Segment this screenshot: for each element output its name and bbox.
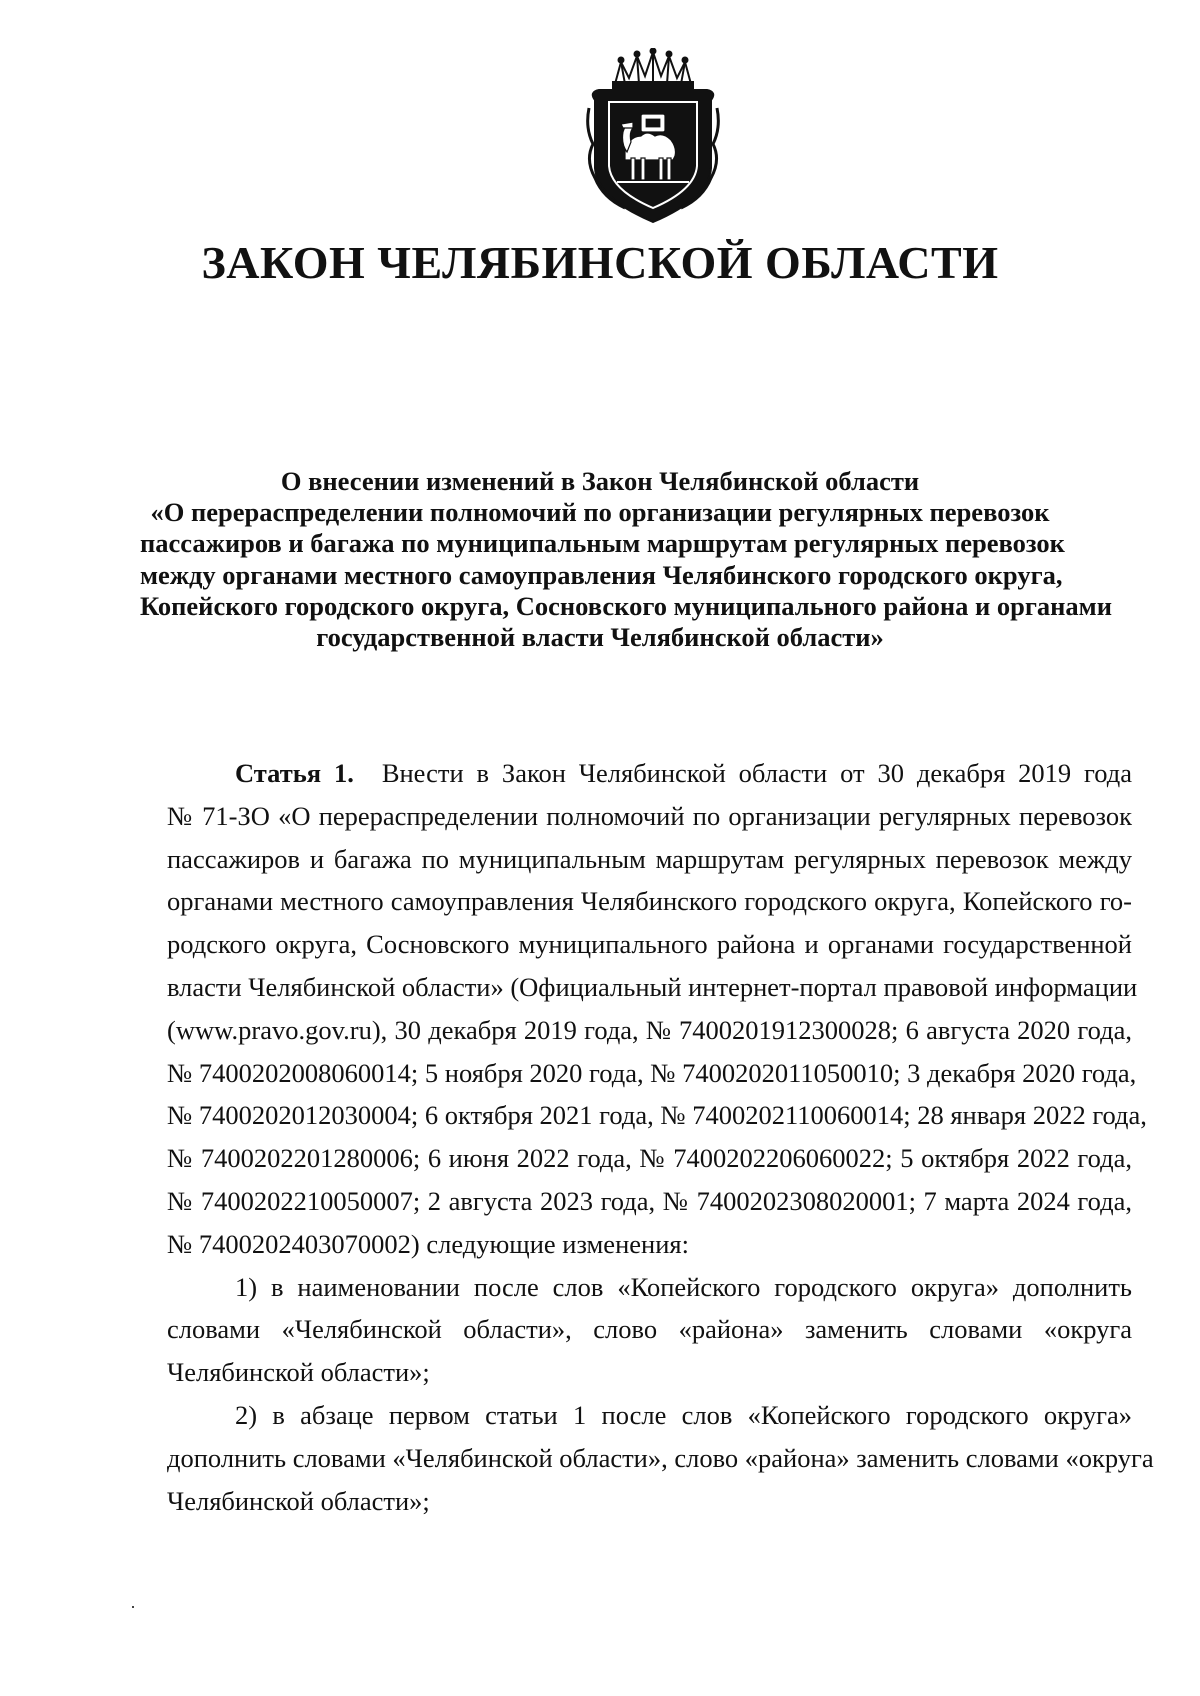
amendment-item-line: Челябинской области»; [167, 1485, 430, 1516]
article-text: Внести в Закон Челябинской области от 30 декабря 2019 года [381, 758, 1132, 788]
article-label: Статья 1. [235, 758, 354, 788]
subject-line: государственной власти Челябинской области» [316, 622, 884, 653]
article-text-line: (www.pravo.gov.ru), 30 декабря 2019 года, № 7400201912300028; 6 августа 2020 года, [167, 1014, 1132, 1045]
article-text-line: № 7400202403070002) следующие изменения: [167, 1228, 689, 1259]
article-text-line: № 7400202012030004; 6 октября 2021 года, № 7400202110060014; 28 января 2022 года, [167, 1100, 1147, 1131]
scan-speck [132, 1606, 134, 1608]
subject-line: О внесении изменений в Закон Челябинской области [280, 466, 920, 496]
article-text-line: № 7400202210050007; 2 августа 2023 года, № 7400202308020001; 7 марта 2024 года, [167, 1185, 1132, 1216]
amendment-item-1: 1) в наименовании после слов «Копейского городского округа» дополнить [235, 1271, 1132, 1302]
amendment-item-line: Челябинской области»; [167, 1357, 430, 1388]
article-text-line: органами местного самоуправления Челябинского городского округа, Копейского го- [167, 886, 1132, 917]
article-text-line: власти Челябинской области» (Официальный интернет-портал правовой информации [167, 971, 1138, 1002]
article-text-line: пассажиров и багажа по муниципальным маршрутам регулярных перевозок между [167, 843, 1132, 874]
subject-line: пассажиров и багажа по муниципальным маршрутам регулярных перевозок [140, 528, 1065, 559]
subject-line: между органами местного самоуправления Челябинского городского округа, [140, 559, 1063, 590]
article-text-line: № 7400202201280006; 6 июня 2022 года, № 7400202206060022; 5 октября 2022 года, [167, 1143, 1132, 1174]
law-title: ЗАКОН ЧЕЛЯБИНСКОЙ ОБЛАСТИ [201, 237, 999, 288]
amendment-item-line: словами «Челябинской области», слово «района» заменить словами «округа [167, 1314, 1132, 1345]
article-text-line: родского округа, Сосновского муниципального района и органами государственной [167, 929, 1132, 960]
amendment-item-2: 2) в абзаце первом статьи 1 после слов «Копейского городского округа» [235, 1399, 1132, 1430]
article-first-line [167, 752, 1132, 795]
article-text-line: № 7400202008060014; 5 ноября 2020 года, № 7400202011050010; 3 декабря 2020 года, [167, 1057, 1137, 1088]
amendment-item-line: дополнить словами «Челябинской области», слово «района» заменить словами «округа [167, 1442, 1154, 1473]
subject-line: Копейского городского округа, Сосновского муниципального района и органами [140, 590, 1112, 621]
chelyabinsk-coat-of-arms-icon [585, 48, 721, 226]
article-text-line: № 71-ЗО «О перераспределении полномочий по организации регулярных перевозок [167, 800, 1132, 831]
crown-icon [613, 49, 693, 91]
law-subject [140, 466, 1112, 653]
subject-line: «О перераспределении полномочий по организации регулярных перевозок [150, 497, 1050, 528]
article-1 [167, 752, 1154, 1522]
